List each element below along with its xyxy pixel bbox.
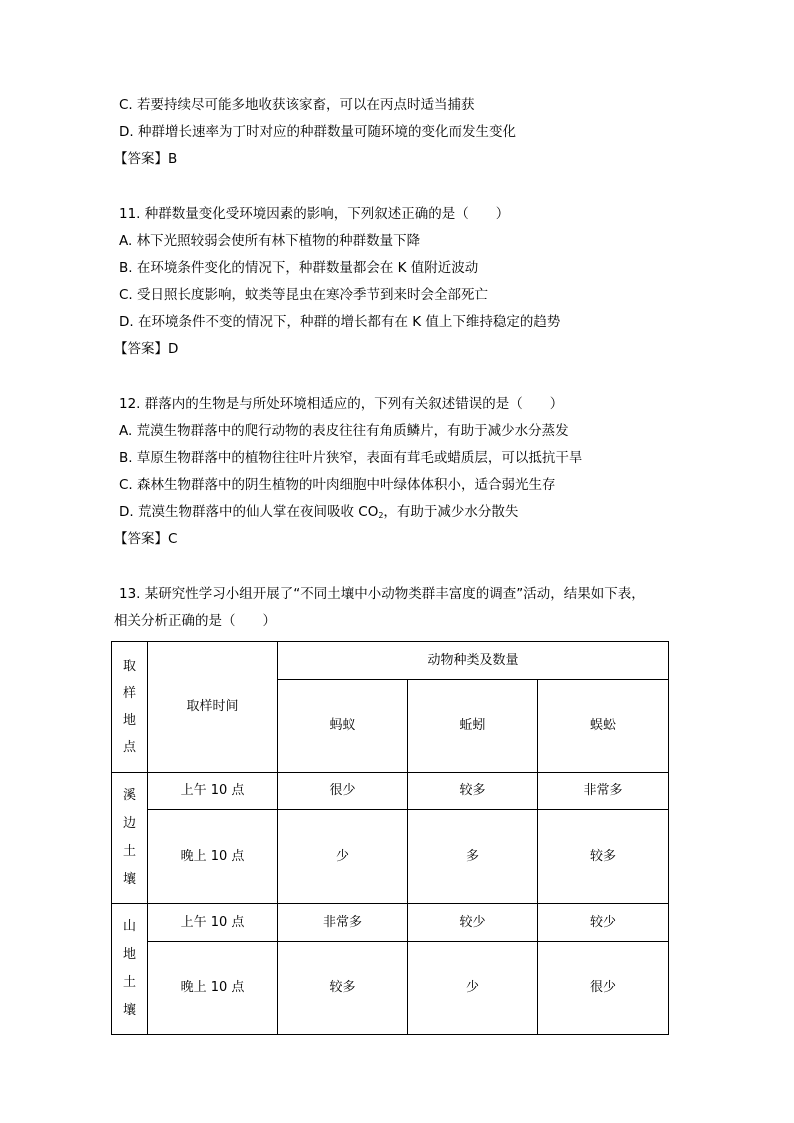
header-animal-ant: 蚂蚁 bbox=[278, 680, 408, 773]
header-animal-earthworm: 蚯蚓 bbox=[408, 680, 538, 773]
table-header-row bbox=[112, 642, 669, 680]
q10-option-c: C. 若要持续尽可能多地收获该家畜，可以在丙点时适当捕获 bbox=[119, 97, 475, 113]
q12-option-d-text: D. 荒漠生物群落中的仙人掌在夜间吸收 CO bbox=[119, 504, 379, 520]
value-cell: 较多 bbox=[538, 810, 669, 904]
q10-answer: 【答案】B bbox=[114, 151, 178, 167]
table-row bbox=[112, 810, 669, 904]
value-cell: 非常多 bbox=[278, 904, 408, 942]
header-animal-group: 动物种类及数量 bbox=[278, 642, 669, 680]
q13-stem-line1: 13. 某研究性学习小组开展了“不同土壤中小动物类群丰富度的调查”活动，结果如下表， bbox=[119, 586, 645, 602]
site-char: 溪 bbox=[122, 788, 136, 803]
q11-option-b: B. 在环境条件变化的情况下，种群数量都会在 K 值附近波动 bbox=[119, 260, 479, 276]
site-char: 边 bbox=[122, 816, 136, 831]
site-char: 土 bbox=[122, 975, 136, 990]
header-site-char: 地 bbox=[122, 713, 136, 728]
site-char: 地 bbox=[122, 947, 136, 962]
co2-subscript: 2 bbox=[378, 511, 384, 520]
q11-option-a: A. 林下光照较弱会使所有林下植物的种群数量下降 bbox=[119, 233, 421, 249]
q12-option-c: C. 森林生物群落中的阴生植物的叶肉细胞中叶绿体体积小，适合弱光生存 bbox=[119, 477, 556, 493]
value-cell: 多 bbox=[408, 810, 538, 904]
value-cell: 很少 bbox=[538, 942, 669, 1035]
site-char: 壤 bbox=[122, 872, 136, 887]
q12-option-d bbox=[119, 503, 518, 525]
site-char: 壤 bbox=[122, 1003, 136, 1018]
value-cell: 较多 bbox=[408, 773, 538, 810]
site-char: 土 bbox=[122, 844, 136, 859]
time-cell: 晚上 10 点 bbox=[148, 810, 278, 904]
time-cell: 上午 10 点 bbox=[148, 773, 278, 810]
header-animal-centipede: 蜈蚣 bbox=[538, 680, 669, 773]
value-cell: 少 bbox=[408, 942, 538, 1035]
header-site-char: 取 bbox=[122, 659, 136, 674]
value-cell: 少 bbox=[278, 810, 408, 904]
survey-table bbox=[111, 641, 669, 1035]
site-char: 山 bbox=[122, 919, 136, 934]
value-cell: 较少 bbox=[408, 904, 538, 942]
site-stream-soil bbox=[112, 773, 148, 904]
q12-stem: 12. 群落内的生物是与所处环境相适应的，下列有关叙述错误的是（ ） bbox=[119, 396, 564, 412]
q12-option-b: B. 草原生物群落中的植物往往叶片狭窄，表面有茸毛或蜡质层，可以抵抗干旱 bbox=[119, 450, 583, 466]
q11-option-c: C. 受日照长度影响，蚊类等昆虫在寒冷季节到来时会全部死亡 bbox=[119, 287, 489, 303]
time-cell: 晚上 10 点 bbox=[148, 942, 278, 1035]
q13-stem-line2: 相关分析正确的是（ ） bbox=[114, 613, 276, 629]
q11-answer: 【答案】D bbox=[114, 341, 179, 357]
q12-answer: 【答案】C bbox=[114, 531, 178, 547]
header-sampling-time: 取样时间 bbox=[148, 642, 278, 773]
value-cell: 很少 bbox=[278, 773, 408, 810]
value-cell: 非常多 bbox=[538, 773, 669, 810]
site-mountain-soil bbox=[112, 904, 148, 1035]
q12-option-d-text-end: ，有助于减少水分散失 bbox=[383, 504, 519, 520]
time-cell: 上午 10 点 bbox=[148, 904, 278, 942]
q11-option-d: D. 在环境条件不变的情况下，种群的增长都有在 K 值上下维持稳定的趋势 bbox=[119, 314, 561, 330]
q12-option-a: A. 荒漠生物群落中的爬行动物的表皮往往有角质鳞片，有助于减少水分蒸发 bbox=[119, 423, 569, 439]
table-row bbox=[112, 942, 669, 1035]
header-sampling-site bbox=[112, 642, 148, 773]
header-site-char: 点 bbox=[122, 740, 136, 755]
value-cell: 较少 bbox=[538, 904, 669, 942]
q11-stem: 11. 种群数量变化受环境因素的影响，下列叙述正确的是（ ） bbox=[119, 206, 510, 222]
header-site-char: 样 bbox=[122, 686, 136, 701]
table-row bbox=[112, 904, 669, 942]
q10-option-d: D. 种群增长速率为丁时对应的种群数量可随环境的变化而发生变化 bbox=[119, 124, 516, 140]
table-row bbox=[112, 773, 669, 810]
value-cell: 较多 bbox=[278, 942, 408, 1035]
